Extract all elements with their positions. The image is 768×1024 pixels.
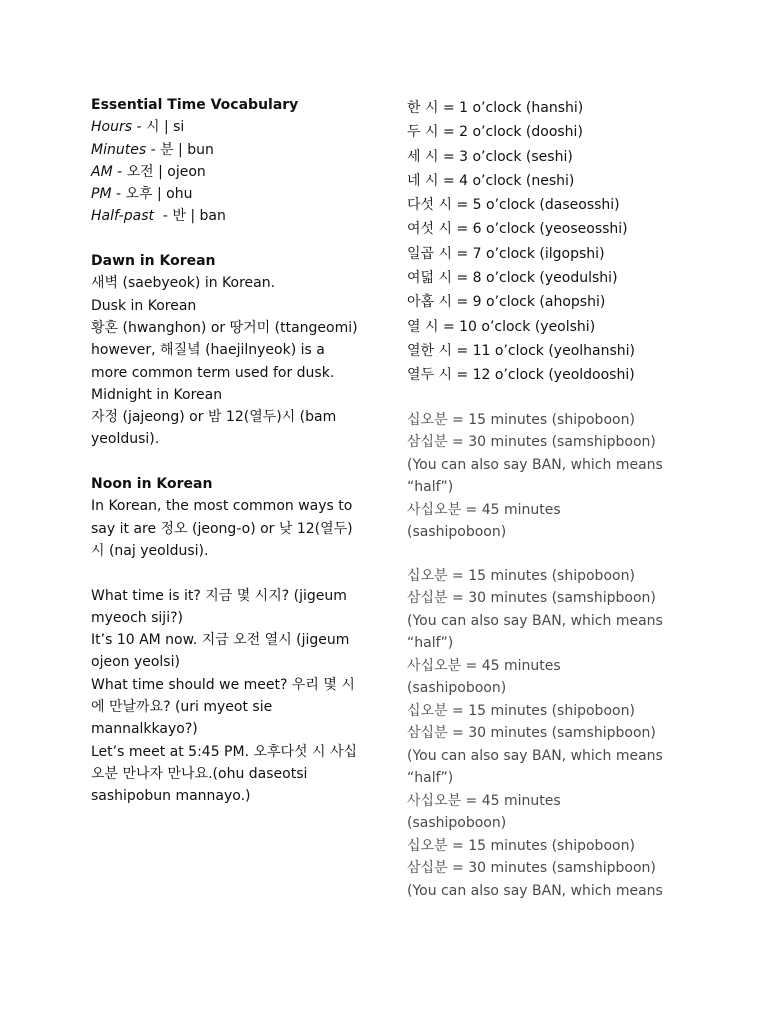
vocab-value: - 반 | ban	[153, 208, 226, 225]
vocab-value: - 오전 | ojeon	[112, 163, 206, 180]
midnight-heading: Midnight in Korean	[91, 386, 223, 403]
hour-item: 여섯 시 = 6 o’clock (yeoseosshi)	[407, 221, 628, 238]
phrase-meet-545: Let’s meet at 5:45 PM. 오후다섯 시 사십오분 만나자 만나요.(ohu daseotsi sashipobun mannayo.)	[91, 743, 358, 805]
minutes-line: “half”)	[407, 635, 454, 652]
minutes-line: (You can also say BAN, which means	[407, 456, 663, 473]
noon-text: In Korean, the most common ways to say it are 정오 (jeong-o) or 낮 12(열두)시 (naj yeoldusi).	[91, 498, 353, 559]
vocab-item-am	[91, 161, 363, 183]
vocab-item-pm	[91, 183, 363, 205]
phrase-10am: It’s 10 AM now. 지금 오전 열시 (jigeum ojeon yeolsi)	[91, 632, 350, 671]
vocab-list	[91, 116, 363, 227]
vocab-label: AM	[91, 163, 113, 180]
hour-item: 아홉 시 = 9 o’clock (ahopshi)	[407, 294, 606, 311]
minutes-line: (sashipoboon)	[407, 524, 507, 541]
hours-list	[407, 96, 697, 388]
minutes-line: (sashipoboon)	[407, 680, 507, 697]
hour-item: 네 시 = 4 o’clock (neshi)	[407, 172, 575, 189]
dusk-text: 황혼 (hwanghon) or 땅거미 (ttangeomi) however, 해질녘 (haejilnyeok) is a more common term used for dusk.	[91, 319, 358, 381]
minutes-block-2	[407, 565, 697, 903]
vocab-item-half-past	[91, 205, 363, 227]
left-column	[91, 94, 363, 808]
minutes-line: 삼십분 = 30 minutes (samshipboon)	[407, 590, 656, 607]
minutes-block-1	[407, 409, 697, 544]
phrase-what-time: What time is it? 지금 몇 시지? (jigeum myeoch siji?)	[91, 587, 347, 626]
vocab-label: Half-past	[91, 208, 154, 225]
phrase-when-meet: What time should we meet? 우리 몇 시에 만날까요? (uri myeot sie mannalkkayo?)	[91, 676, 355, 738]
right-column	[407, 96, 697, 902]
vocab-value: - 시 | si	[132, 119, 185, 136]
vocab-value: - 분 | bun	[146, 141, 214, 158]
minutes-line: 삼십분 = 30 minutes (samshipboon)	[407, 860, 656, 877]
vocab-label: Hours	[91, 119, 133, 136]
minutes-line: 십오분 = 15 minutes (shipoboon)	[407, 702, 635, 719]
vocab-item-minutes	[91, 139, 363, 161]
vocab-item-hours	[91, 116, 363, 138]
hour-item: 다섯 시 = 5 o’clock (daseosshi)	[407, 197, 620, 214]
minutes-line: 십오분 = 15 minutes (shipoboon)	[407, 411, 635, 428]
hour-item: 두 시 = 2 o’clock (dooshi)	[407, 124, 583, 141]
vocab-heading: Essential Time Vocabulary	[91, 97, 299, 113]
hour-item: 세 시 = 3 o’clock (seshi)	[407, 148, 573, 165]
dusk-heading: Dusk in Korean	[91, 297, 197, 314]
minutes-line: “half”)	[407, 479, 454, 496]
hour-item: 일곱 시 = 7 o’clock (ilgopshi)	[407, 245, 605, 262]
hour-item: 열한 시 = 11 o’clock (yeolhanshi)	[407, 342, 635, 359]
vocab-value: - 오후 | ohu	[111, 186, 193, 203]
minutes-line: 십오분 = 15 minutes (shipoboon)	[407, 837, 635, 854]
hour-item: 열두 시 = 12 o’clock (yeoldooshi)	[407, 367, 635, 384]
minutes-line: 삼십분 = 30 minutes (samshipboon)	[407, 434, 656, 451]
minutes-line: (You can also say BAN, which means	[407, 882, 663, 899]
minutes-line: 십오분 = 15 minutes (shipoboon)	[407, 567, 635, 584]
minutes-line: (sashipoboon)	[407, 815, 507, 832]
hour-item: 열 시 = 10 o’clock (yeolshi)	[407, 318, 596, 335]
minutes-line: “half”)	[407, 770, 454, 787]
hour-item: 한 시 = 1 o’clock (hanshi)	[407, 100, 584, 116]
hour-item: 여덟 시 = 8 o’clock (yeodulshi)	[407, 270, 618, 287]
minutes-line: 사십오분 = 45 minutes	[407, 657, 561, 674]
dawn-heading: Dawn in Korean	[91, 253, 216, 270]
vocab-label: PM	[91, 186, 112, 203]
minutes-line: 삼십분 = 30 minutes (samshipboon)	[407, 725, 656, 742]
vocab-label: Minutes	[91, 141, 147, 158]
minutes-line: (You can also say BAN, which means	[407, 612, 663, 629]
minutes-line: 사십오분 = 45 minutes	[407, 792, 561, 809]
midnight-text: 자정 (jajeong) or 밤 12(열두)시 (bam yeoldusi).	[91, 409, 337, 448]
dawn-text: 새벽 (saebyeok) in Korean.	[91, 275, 276, 292]
minutes-line: (You can also say BAN, which means	[407, 747, 663, 764]
minutes-line: 사십오분 = 45 minutes	[407, 501, 561, 518]
noon-heading: Noon in Korean	[91, 476, 213, 493]
